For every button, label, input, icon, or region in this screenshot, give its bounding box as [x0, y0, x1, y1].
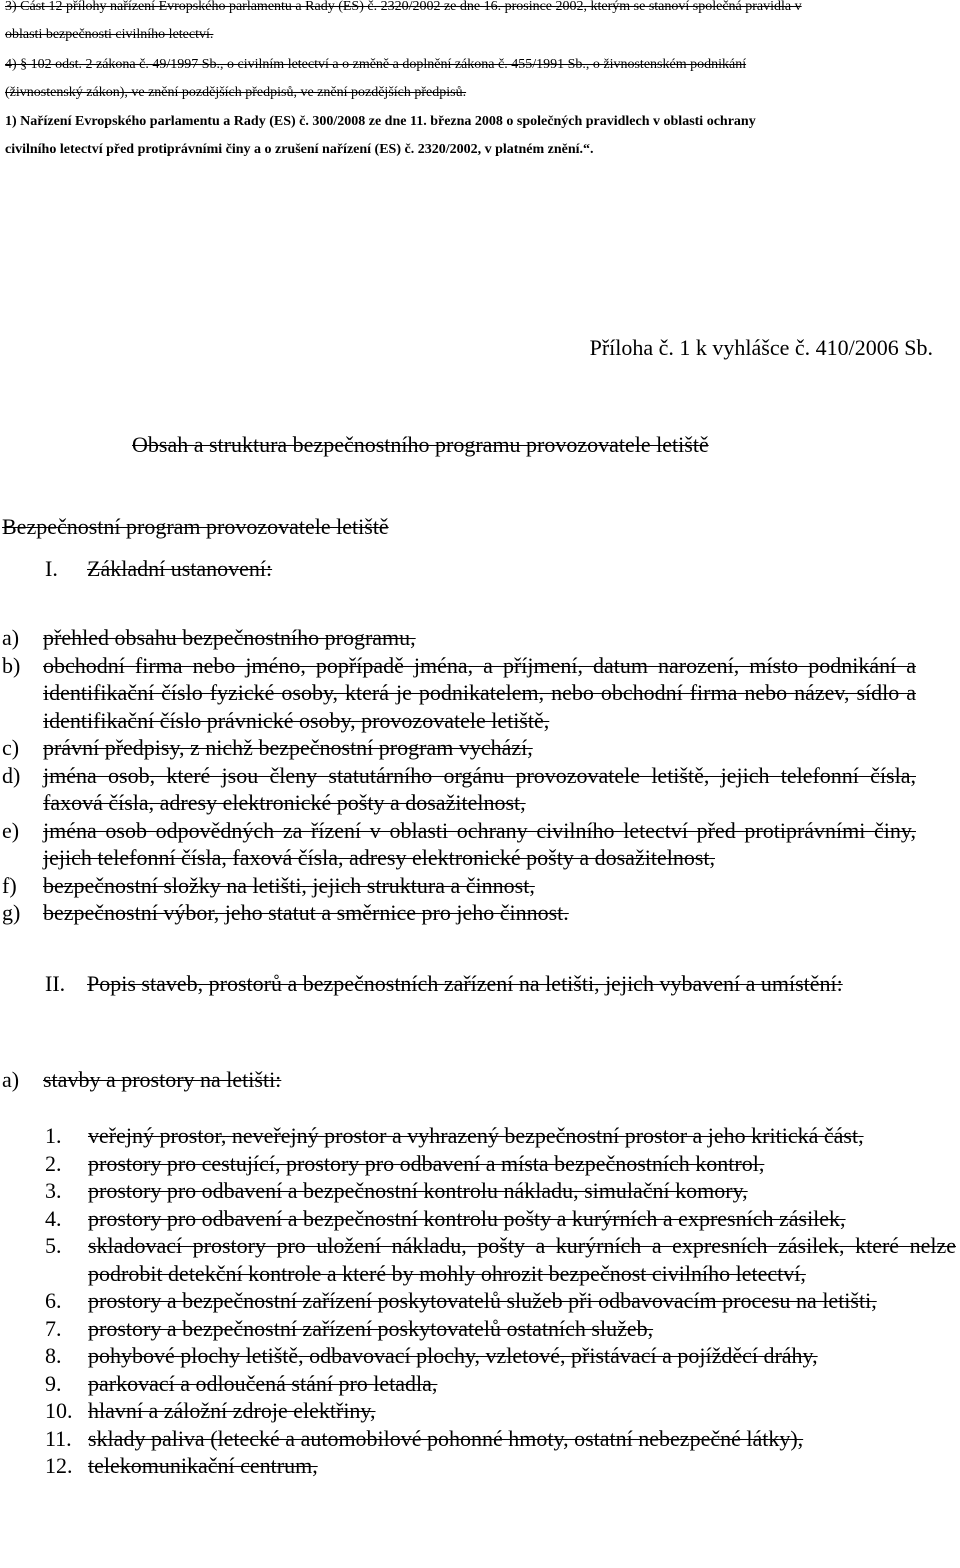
footnote-4-line-2: (živnostenský zákon), ve znění pozdějších předpisů, ve znění pozdějších předpisů. [5, 85, 467, 100]
list-item-mark: d) [2, 762, 21, 788]
list-item-text: bezpečnostní složky na letišti, jejich struktura a činnost, [43, 872, 535, 898]
list-item [45, 1232, 956, 1287]
list-item [2, 762, 916, 817]
list-item [2, 872, 916, 900]
list-item [45, 1425, 956, 1453]
list-item-text: sklady paliva (letecké a automobilové pohonné hmoty, ostatní nebezpečné látky), [88, 1425, 804, 1451]
document-title: Obsah a struktura bezpečnostního programu provozovatele letiště [132, 432, 709, 457]
list-item-text: právní předpisy, z nichž bezpečnostní program vychází, [43, 735, 533, 760]
list-item-mark: a) [2, 625, 20, 650]
footnote-1-line-2: civilního letectví před protiprávními činy a o zrušení nařízení (ES) č. 2320/2002, v platném znění.“. [5, 142, 594, 157]
footnote-4 [5, 51, 957, 107]
part-2-label: Popis staveb, prostorů a bezpečnostních zařízení na letišti, jejich vybavení a umístění: [87, 971, 843, 996]
part-1-label: Základní ustanovení: [87, 556, 273, 581]
list-item-mark: 8. [45, 1343, 62, 1368]
footnote-1-line-1: 1) Nařízení Evropského parlamentu a Rady (ES) č. 300/2008 ze dne 11. března 2008 o společných pravidlech v oblasti ochrany [5, 114, 756, 129]
list-item-mark: 10. [45, 1398, 73, 1423]
part-2-list [45, 1122, 956, 1480]
list-item-mark: 7. [45, 1315, 62, 1341]
list-item-text: parkovací a odloučená stání pro letadla, [88, 1370, 438, 1396]
list-item [45, 1370, 956, 1398]
list-item [45, 1397, 956, 1425]
list-item-text: bezpečnostní výbor, jeho statut a směrnice pro jeho činnost. [43, 900, 569, 925]
list-item-text: prostory a bezpečnostní zařízení poskytovatelů ostatních služeb, [88, 1315, 654, 1341]
list-item-mark: 1. [45, 1123, 62, 1148]
list-item-text: prostory pro cestující, prostory pro odbavení a místa bezpečnostních kontrol, [88, 1150, 765, 1176]
list-item-text: skladovací prostory pro uložení nákladu, pošty a kurýrních a expresních zásilek, které nelze podrobit detekční kontrole a které by mohly ohrozit bezpečnost civilního letectví, [88, 1233, 956, 1286]
part-1-number: I. [45, 556, 58, 581]
list-item [45, 1177, 956, 1205]
list-item-text: jména osob, které jsou členy statutárního orgánu provozovatele letiště, jejich telefonní čísla, faxová čísla, adresy elektronické pošty a dosažitelnost, [43, 762, 916, 815]
list-item-mark: e) [2, 817, 20, 843]
list-item [45, 1287, 956, 1315]
part-2-subheading-a [2, 1066, 281, 1094]
list-item-mark: b) [2, 652, 21, 678]
list-item-text: hlavní a záložní zdroje elektřiny, [88, 1398, 376, 1423]
list-item [45, 1342, 956, 1370]
list-item-mark: 9. [45, 1370, 62, 1396]
list-item-text: obchodní firma nebo jméno, popřípadě jména, a příjmení, datum narození, místo podnikání a identifikační číslo fyzické osoby, která je podnikatelem, nebo obchodní firma nebo název, sídlo a identifikační číslo právnické osoby, provozovatele letiště, [43, 652, 916, 733]
list-item [45, 1122, 956, 1150]
annex-reference: Příloha č. 1 k vyhlášce č. 410/2006 Sb. [589, 335, 933, 360]
list-item-mark: f) [2, 872, 17, 898]
list-item [2, 817, 916, 872]
list-item-text: prostory pro odbavení a bezpečnostní kontrolu pošty a kurýrních a expresních zásilek, [88, 1205, 846, 1231]
list-item-text: prostory a bezpečnostní zařízení poskytovatelů služeb při odbavovacím procesu na letišti, [88, 1288, 877, 1313]
list-item-mark: 6. [45, 1288, 62, 1313]
list-item [2, 624, 916, 652]
list-item-text: pohybové plochy letiště, odbavovací plochy, vzletové, přistávací a pojížděcí dráhy, [88, 1343, 818, 1368]
list-item-mark: 11. [45, 1425, 72, 1451]
footnote-4-line-1: 4) § 102 odst. 2 zákona č. 49/1997 Sb., o civilním letectví a o změně a doplnění zákona č. 455/1991 Sb., o živnostenském podnikání [5, 57, 747, 72]
list-item-text: telekomunikační centrum, [88, 1453, 318, 1478]
list-item-mark: c) [2, 735, 20, 760]
list-item [45, 1205, 956, 1233]
list-item [45, 1150, 956, 1178]
list-item-mark: 2. [45, 1150, 62, 1176]
list-item [45, 1315, 956, 1343]
section-title: Bezpečnostní program provozovatele letiště [2, 514, 389, 539]
list-item-text: prostory pro odbavení a bezpečnostní kontrolu nákladu, simulační komory, [88, 1178, 748, 1203]
footnote-1 [5, 108, 957, 164]
list-item [2, 734, 916, 762]
part-2-number: II. [45, 971, 66, 996]
list-item-mark: 4. [45, 1205, 62, 1231]
list-item-mark: 3. [45, 1178, 62, 1203]
list-item-text: přehled obsahu bezpečnostního programu, [43, 625, 416, 650]
list-item [2, 652, 916, 735]
list-item-text: veřejný prostor, neveřejný prostor a vyhrazený bezpečnostní prostor a jeho kritická část, [88, 1123, 864, 1148]
part-2-heading [2, 970, 916, 998]
footnote-3 [5, 0, 957, 49]
footnote-3-line-2: oblasti bezpečnosti civilního letectví. [5, 27, 214, 42]
part-2-subheading-mark: a) [2, 1067, 20, 1092]
part-1-list [2, 624, 916, 927]
list-item [2, 899, 916, 927]
list-item [45, 1452, 956, 1480]
footnote-3-line-1: 3) Část 12 přílohy nařízení Evropského parlamentu a Rady (ES) č. 2320/2002 ze dne 16. prosince 2002, kterým se stanoví společná pravidla v [5, 0, 802, 14]
list-item-text: jména osob odpovědných za řízení v oblasti ochrany civilního letectví před protiprávními činy, jejich telefonní čísla, faxová čísla, adresy elektronické pošty a dosažitelnost, [43, 817, 916, 870]
part-1-heading [45, 555, 272, 583]
list-item-mark: 5. [45, 1233, 62, 1258]
list-item-mark: g) [2, 900, 21, 925]
part-2-subheading-label: stavby a prostory na letišti: [43, 1067, 282, 1092]
list-item-mark: 12. [45, 1453, 73, 1478]
